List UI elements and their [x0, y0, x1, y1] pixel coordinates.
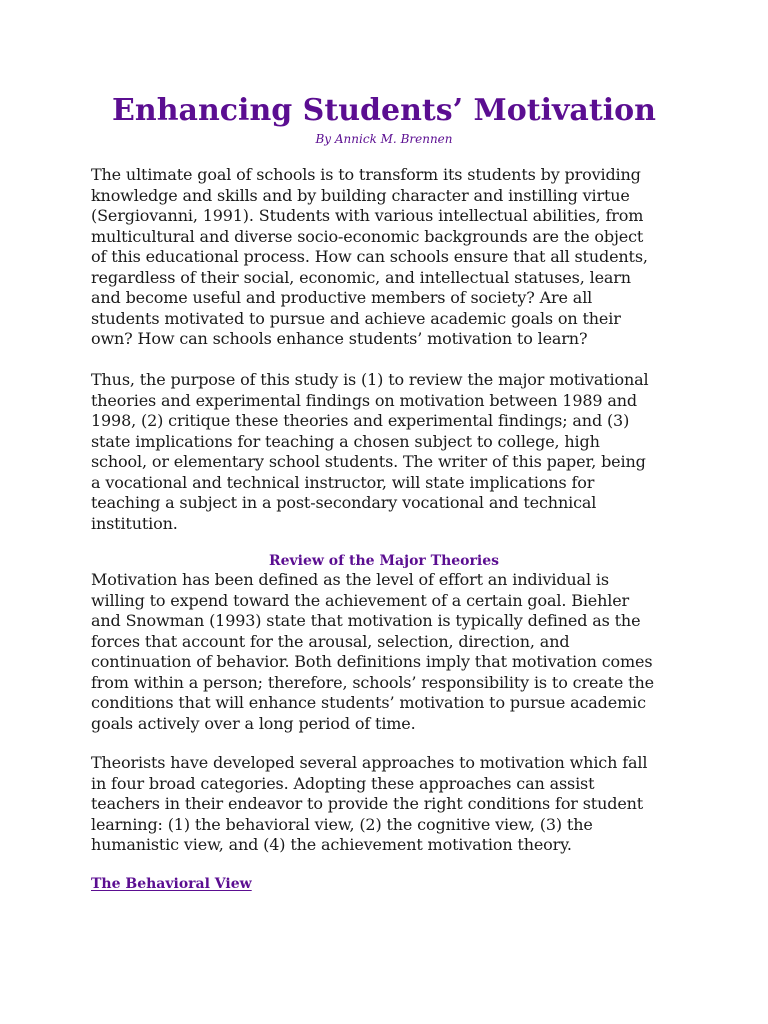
text-line: learning: (1) the behavioral view, (2) the cognitive view, (3) the [91, 814, 593, 834]
text-line: in four broad categories. Adopting these approaches can assist [91, 773, 595, 793]
text-line: The ultimate goal of schools is to transform its students by providing [91, 165, 641, 184]
text-line: knowledge and skills and by building character and instilling virtue [91, 185, 630, 205]
text-line: humanistic view, and (4) the achievement motivation theory. [91, 835, 572, 854]
paragraph-approaches [91, 753, 691, 856]
text-line: continuation of behavior. Both definitions imply that motivation comes [91, 652, 653, 671]
paragraph-motivation-definition [91, 570, 691, 734]
text-line: Theorists have developed several approaches to motivation which fall [91, 753, 648, 772]
author-byline: By Annick M. Brennen [315, 132, 453, 146]
section-heading-major-theories: Review of the Major Theories [268, 553, 500, 569]
text-line: Motivation has been defined as the level of effort an individual is [91, 570, 609, 589]
text-line: students motivated to pursue and achieve academic goals on their [91, 308, 621, 328]
text-line: Thus, the purpose of this study is (1) to review the major motivational [91, 370, 649, 389]
text-line: and Snowman (1993) state that motivation is typically defined as the [91, 611, 641, 630]
text-line: regardless of their social, economic, and intellectual statuses, learn [91, 267, 631, 287]
behavioral-view-link[interactable]: The Behavioral View [91, 876, 252, 892]
text-line: theories and experimental findings on motivation between 1989 and [91, 390, 638, 410]
text-line: teachers in their endeavor to provide the right conditions for student [91, 794, 644, 813]
text-line: school, or elementary school students. The writer of this paper, being [91, 452, 646, 471]
text-line: of this educational process. How can schools ensure that all students, [91, 247, 648, 266]
paragraph-purpose [91, 370, 691, 534]
document-title: Enhancing Students’ Motivation [112, 93, 656, 128]
text-line: goals actively over a long period of time. [91, 713, 416, 733]
text-line: and become useful and productive members of society? Are all [91, 288, 593, 307]
text-line: from within a person; therefore, schools’ responsibility is to create the [91, 672, 654, 692]
text-line: state implications for teaching a chosen subject to college, high [91, 431, 600, 451]
text-line: teaching a subject in a post-secondary vocational and technical [91, 493, 597, 512]
text-line: 1998, (2) critique these theories and experimental findings; and (3) [91, 411, 630, 430]
text-line: forces that account for the arousal, selection, direction, and [91, 631, 570, 651]
text-line: a vocational and technical instructor, will state implications for [91, 472, 595, 492]
text-line: (Sergiovanni, 1991). Students with various intellectual abilities, from [91, 206, 644, 225]
paragraph-intro [91, 165, 691, 350]
text-line: willing to expend toward the achievement of a certain goal. Biehler [91, 590, 630, 610]
text-line: own? How can schools enhance students’ motivation to learn? [91, 329, 588, 348]
text-line: institution. [91, 513, 178, 533]
text-line: multicultural and diverse socio-economic backgrounds are the object [91, 226, 644, 246]
text-line: conditions that will enhance students’ motivation to pursue academic [91, 693, 646, 712]
